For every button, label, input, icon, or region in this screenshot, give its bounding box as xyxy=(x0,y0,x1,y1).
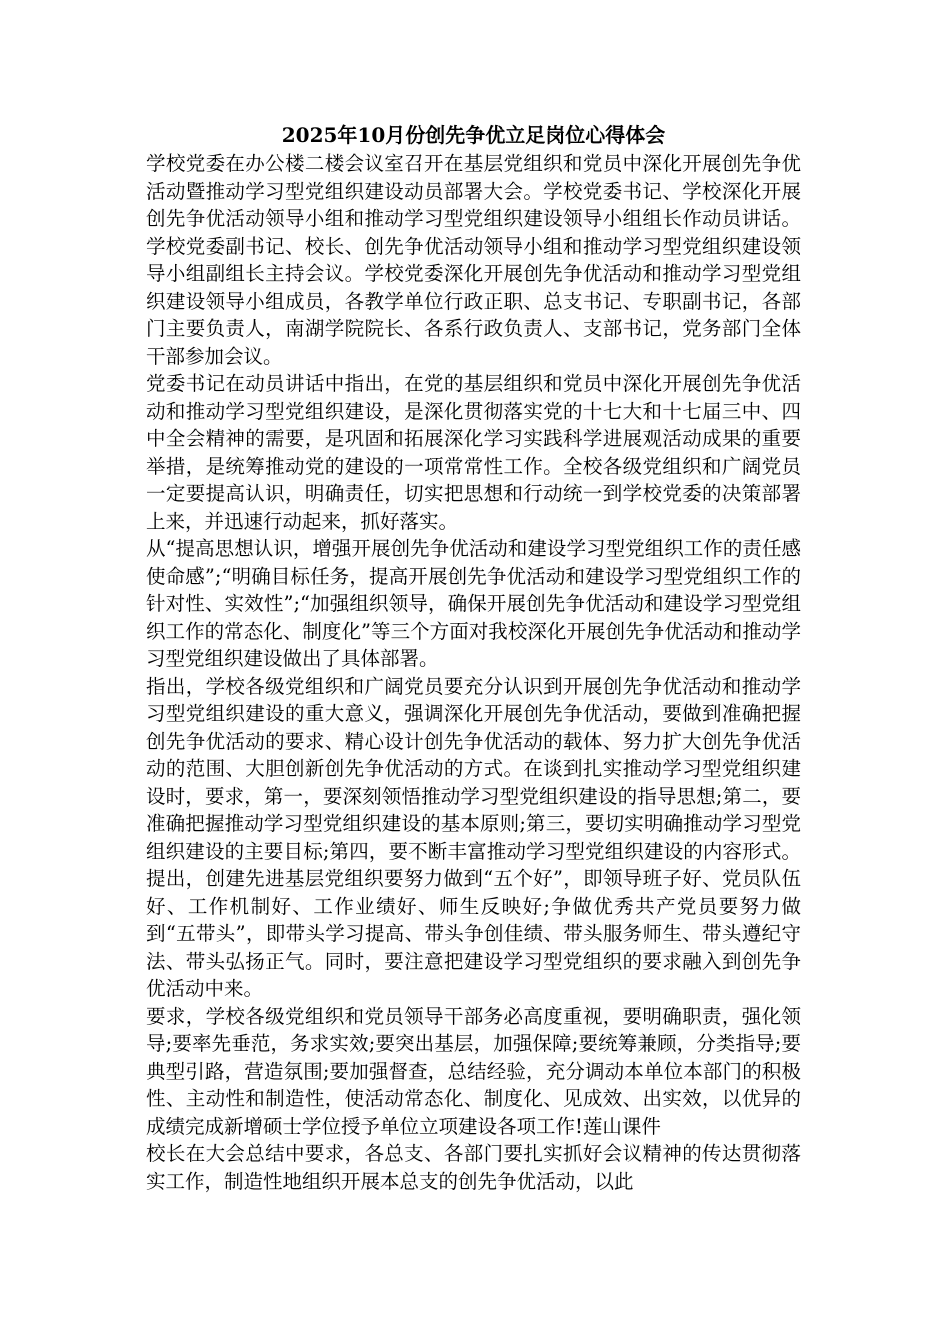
paragraph-president-summary: 校长在大会总结中要求，各总支、各部门要扎实抓好会议精神的传达贯彻落实工作，制造性地组织开展本总支的创先争优活动，以此 xyxy=(146,1142,801,1193)
document-title: 2025年10月份创先争优立足岗位心得体会 xyxy=(281,123,666,147)
paragraph-meeting-overview: 学校党委在办公楼二楼会议室召开在基层党组织和党员中深化开展创先争优活动暨推动学习型党组织建设动员部署大会。学校党委书记、学校深化开展创先争优活动领导小组和推动学习型党组织建设领导小组组长作动员讲话。学校党委副书记、校长、创先争优活动领导小组和推动学习型党组织建设领导小组副组长主持会议。学校党委深化开展创先争优活动和推动学习型党组织建设领导小组成员，各教学单位行政正职、总支书记、专职副书记，各部门主要负责人，南湖学院院长、各系行政负责人、支部书记，党务部门全体干部参加会议。 xyxy=(146,152,801,368)
document-page xyxy=(146,120,801,1195)
paragraph-three-aspects: 从“提高思想认识，增强开展创先争优活动和建设学习型党组织工作的责任感使命感”;“明确目标任务，提高开展创先争优活动和建设学习型党组织工作的针对性、实效性”;“加强组织领导，确保开展创先争优活动和建设学习型党组织工作的常态化、制度化”等三个方面对我校深化开展创先争优活动和推动学习型党组织建设做出了具体部署。 xyxy=(146,537,801,670)
paragraph-requirements-detail: 指出，学校各级党组织和广阔党员要充分认识到开展创先争优活动和推动学习型党组织建设的重大意义，强调深化开展创先争优活动，要做到准确把握创先争优活动的要求、精心设计创先争优活动的载体、努力扩大创先争优活动的范围、大胆创新创先争优活动的方式。在谈到扎实推动学习型党组织建设时，要求，第一，要深刻领悟推动学习型党组织建设的指导思想;第二，要准确把握推动学习型党组织建设的基本原则;第三，要切实明确推动学习型党组织建设的主要目标;第四，要不断丰富推动学习型党组织建设的内容形式。提出，创建先进基层党组织要努力做到“五个好”，即领导班子好、党员队伍好、工作机制好、工作业绩好、师生反映好;争做优秀共产党员要努力做到“五带头”，即带头学习提高、带头争创佳绩、带头服务师生、带头遵纪守法、带头弘扬正气。同时，要注意把建设学习型党组织的要求融入到创先争优活动中来。 xyxy=(146,674,801,1000)
paragraph-work-demands: 要求，学校各级党组织和党员领导干部务必高度重视，要明确职责，强化领导;要率先垂范，务求实效;要突出基层，加强保障;要统筹兼顾，分类指导;要典型引路，营造氛围;要加强督查，总结经验，充分调动本单位本部门的积极性、主动性和制造性，使活动常态化、制度化、见成效、出实效，以优异的成绩完成新增硕士学位授予单位立项建设各项工作!莲山课件 xyxy=(146,1004,801,1138)
paragraph-secretary-speech: 党委书记在动员讲话中指出，在党的基层组织和党员中深化开展创先争优活动和推动学习型党组织建设，是深化贯彻落实党的十七大和十七届三中、四中全会精神的需要，是巩固和拓展深化学习实践科学进展观活动成果的重要举措，是统筹推动党的建设的一项常常性工作。全校各级党组织和广阔党员一定要提高认识，明确责任，切实把思想和行动统一到学校党委的决策部署上来，并迅速行动起来，抓好落实。 xyxy=(146,372,801,533)
